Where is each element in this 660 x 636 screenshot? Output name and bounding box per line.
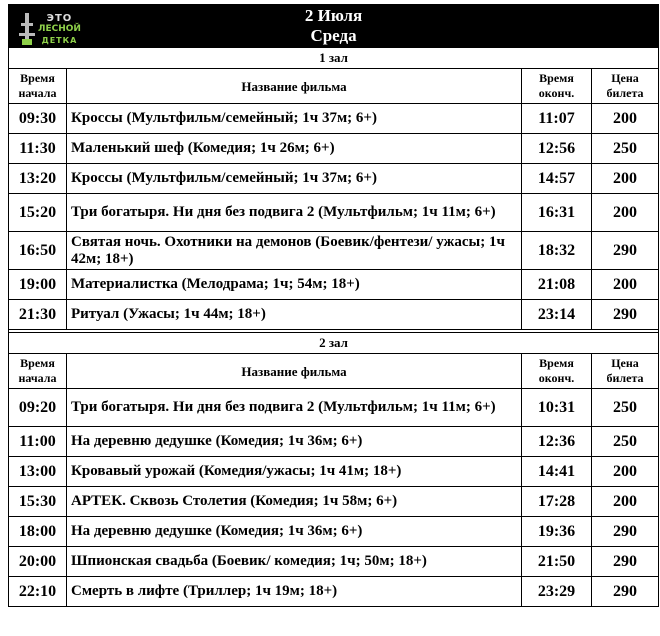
session-end-time: 16:31 [522, 194, 592, 232]
session-row [9, 134, 659, 164]
session-start-time: 15:30 [9, 487, 67, 517]
logo-line-1: ЭТО [46, 12, 73, 24]
col-header-start: Время начала [9, 354, 67, 389]
session-row [9, 104, 659, 134]
session-row [9, 427, 659, 457]
col-header-price: Цена билета [592, 354, 659, 389]
col-header-start: Время начала [9, 69, 67, 104]
session-end-time: 14:41 [522, 457, 592, 487]
col-header-price: Цена билета [592, 69, 659, 104]
session-end-time: 12:56 [522, 134, 592, 164]
schedule-date: 2 Июля [304, 6, 363, 25]
session-movie-title: На деревню дедушке (Комедия; 1ч 36м; 6+) [67, 427, 522, 457]
session-end-time: 23:14 [522, 300, 592, 330]
session-row [9, 577, 659, 607]
session-price: 290 [592, 517, 659, 547]
hall-title: 1 зал [9, 48, 659, 69]
hall-title: 2 зал [9, 333, 659, 354]
session-start-time: 09:20 [9, 389, 67, 427]
col-header-end: Время оконч. [522, 69, 592, 104]
session-start-time: 19:00 [9, 270, 67, 300]
session-price: 250 [592, 134, 659, 164]
session-start-time: 21:30 [9, 300, 67, 330]
session-movie-title: Святая ночь. Охотники на демонов (Боевик/фентези/ ужасы; 1ч 42м; 18+) [67, 232, 522, 270]
col-header-title: Название фильма [67, 69, 522, 104]
session-movie-title: Маленький шеф (Комедия; 1ч 26м; 6+) [67, 134, 522, 164]
session-movie-title: Кроссы (Мультфильм/семейный; 1ч 37м; 6+) [67, 164, 522, 194]
session-row [9, 300, 659, 330]
session-end-time: 18:32 [522, 232, 592, 270]
session-end-time: 10:31 [522, 389, 592, 427]
session-row [9, 232, 659, 270]
session-end-time: 21:50 [522, 547, 592, 577]
session-row [9, 547, 659, 577]
session-start-time: 15:20 [9, 194, 67, 232]
session-end-time: 17:28 [522, 487, 592, 517]
session-start-time: 16:50 [9, 232, 67, 270]
session-movie-title: АРТЕК. Сквозь Столетия (Комедия; 1ч 58м; 6+) [67, 487, 522, 517]
tower-icon [19, 13, 35, 45]
session-start-time: 13:20 [9, 164, 67, 194]
session-start-time: 13:00 [9, 457, 67, 487]
session-movie-title: Кроссы (Мультфильм/семейный; 1ч 37м; 6+) [67, 104, 522, 134]
session-price: 290 [592, 547, 659, 577]
logo-line-2: ЛЕСНОЙ [38, 23, 81, 34]
session-row [9, 389, 659, 427]
session-price: 290 [592, 300, 659, 330]
session-movie-title: Кровавый урожай (Комедия/ужасы; 1ч 41м; 18+) [67, 457, 522, 487]
session-movie-title: Три богатыря. Ни дня без подвига 2 (Мультфильм; 1ч 11м; 6+) [67, 389, 522, 427]
session-start-time: 09:30 [9, 104, 67, 134]
session-price: 200 [592, 104, 659, 134]
schedule-weekday: Среда [310, 26, 357, 45]
session-row [9, 517, 659, 547]
logo-line-3: ДЕТКА [41, 35, 78, 45]
session-row [9, 487, 659, 517]
session-start-time: 18:00 [9, 517, 67, 547]
session-row [9, 270, 659, 300]
session-end-time: 19:36 [522, 517, 592, 547]
session-row [9, 164, 659, 194]
session-movie-title: Ритуал (Ужасы; 1ч 44м; 18+) [67, 300, 522, 330]
session-price: 250 [592, 427, 659, 457]
session-row [9, 194, 659, 232]
session-movie-title: Шпионская свадьба (Боевик/ комедия; 1ч; 50м; 18+) [67, 547, 522, 577]
session-end-time: 11:07 [522, 104, 592, 134]
session-start-time: 20:00 [9, 547, 67, 577]
session-end-time: 14:57 [522, 164, 592, 194]
session-start-time: 11:00 [9, 427, 67, 457]
session-movie-title: На деревню дедушке (Комедия; 1ч 36м; 6+) [67, 517, 522, 547]
session-row [9, 457, 659, 487]
col-header-title: Название фильма [67, 354, 522, 389]
session-price: 200 [592, 457, 659, 487]
session-start-time: 22:10 [9, 577, 67, 607]
session-movie-title: Смерть в лифте (Триллер; 1ч 19м; 18+) [67, 577, 522, 607]
cinema-logo [19, 9, 81, 49]
session-movie-title: Материалистка (Мелодрама; 1ч; 54м; 18+) [67, 270, 522, 300]
schedule-table [8, 4, 659, 607]
session-price: 250 [592, 389, 659, 427]
session-price: 200 [592, 194, 659, 232]
session-movie-title: Три богатыря. Ни дня без подвига 2 (Мультфильм; 1ч 11м; 6+) [67, 194, 522, 232]
session-price: 290 [592, 577, 659, 607]
schedule-header [9, 5, 659, 48]
session-price: 290 [592, 232, 659, 270]
session-price: 200 [592, 487, 659, 517]
session-end-time: 12:36 [522, 427, 592, 457]
session-end-time: 21:08 [522, 270, 592, 300]
session-price: 200 [592, 270, 659, 300]
session-start-time: 11:30 [9, 134, 67, 164]
session-end-time: 23:29 [522, 577, 592, 607]
session-price: 200 [592, 164, 659, 194]
col-header-end: Время оконч. [522, 354, 592, 389]
